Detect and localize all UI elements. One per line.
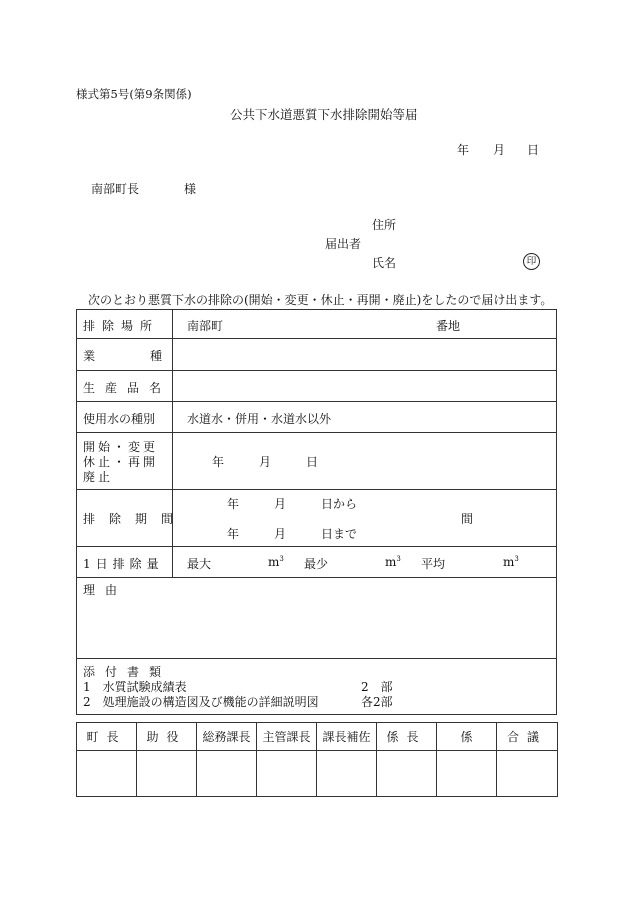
approval-stamp-cell[interactable] [497, 751, 558, 797]
date-year: 年 [457, 143, 470, 157]
industry-value[interactable] [173, 339, 557, 371]
daily-max-label: 最大 [187, 557, 212, 571]
row-location [77, 310, 557, 339]
period-from-day: 日から [321, 497, 358, 511]
approval-stamp-cell[interactable] [77, 751, 137, 797]
reason-label: 理由 [83, 583, 128, 597]
water-type-value: 水道水・併用・水道水以外 [187, 412, 332, 426]
period-from-year: 年 [227, 497, 240, 511]
location-label: 排除場所 [83, 319, 160, 333]
period-duration: 間 [461, 512, 474, 526]
status-year: 年 [212, 455, 225, 469]
approval-header: 町長 [77, 723, 137, 751]
product-label: 生産品名 [83, 381, 172, 395]
approval-stamp-cell[interactable] [377, 751, 437, 797]
form-number: 様式第5号(第9条関係) [76, 87, 192, 101]
daily-avg-unit: $m^3$ [503, 555, 519, 569]
row-daily-volume [77, 547, 557, 578]
water-type-label: 使用水の種別 [83, 412, 156, 426]
approval-stamp-cell[interactable] [257, 751, 317, 797]
daily-avg-label: 平均 [421, 557, 446, 571]
period-to-month: 月 [274, 527, 287, 541]
approval-header: 係 [437, 723, 497, 751]
addressee-name: 南部町長 [91, 182, 140, 196]
row-industry [77, 339, 557, 371]
location-town: 南部町 [187, 319, 224, 333]
approval-stamp-cell[interactable] [437, 751, 497, 797]
seal-mark: 印 [523, 253, 540, 270]
applicant-label: 届出者 [325, 237, 362, 251]
row-period [77, 490, 557, 547]
attachment-item-2: 2 処理施設の構造図及び機能の詳細説明図 [83, 695, 319, 709]
approval-header: 合議 [497, 723, 558, 751]
location-lot: 番地 [436, 319, 461, 333]
date-month: 月 [493, 143, 506, 157]
date-day: 日 [527, 143, 540, 157]
approval-stamp-cell[interactable] [137, 751, 197, 797]
period-to-year: 年 [227, 527, 240, 541]
attachment-item-1-qty: 2 部 [361, 680, 393, 694]
attachments-label: 添付書類 [83, 665, 172, 679]
intro-text: 次のとおり悪質下水の排除の(開始・変更・休止・再開・廃止)をしたので届け出ます。 [88, 293, 553, 307]
approval-header: 課長補佐 [317, 723, 377, 751]
daily-label: 1日排除量 [83, 557, 164, 571]
status-day: 日 [306, 455, 319, 469]
period-to-day: 日まで [321, 527, 358, 541]
row-reason [77, 578, 557, 659]
address-label: 住所 [372, 218, 397, 232]
attachment-item-1: 1 水質試験成績表 [83, 680, 187, 694]
addressee-honorific: 様 [184, 182, 197, 196]
attachment-item-2-qty: 各2部 [361, 695, 393, 709]
approval-header-row [77, 723, 558, 751]
status-label-line1: 開始・変更 [83, 440, 159, 454]
approval-header: 助役 [137, 723, 197, 751]
status-label-line2: 休止・再開 [83, 455, 159, 469]
period-from-month: 月 [274, 497, 287, 511]
approval-header: 係長 [377, 723, 437, 751]
approval-stamp-cell[interactable] [197, 751, 257, 797]
daily-min-label: 最少 [304, 557, 329, 571]
document-title: 公共下水道悪質下水排除開始等届 [230, 107, 418, 122]
daily-min-unit: $m^3$ [385, 555, 401, 569]
status-label-line3: 廃止 [83, 470, 114, 484]
period-label: 排除期間 [83, 512, 188, 526]
row-water-type [77, 402, 557, 433]
industry-label: 業種 [83, 349, 218, 363]
product-value[interactable] [173, 371, 557, 402]
approval-stamp-row [77, 751, 558, 797]
row-status [77, 433, 557, 490]
row-product [77, 371, 557, 402]
daily-max-unit: $m^3$ [268, 555, 284, 569]
name-label: 氏名 [372, 256, 397, 270]
status-month: 月 [259, 455, 272, 469]
approval-header: 総務課長 [197, 723, 257, 751]
approval-table [76, 722, 558, 797]
approval-header: 主管課長 [257, 723, 317, 751]
approval-stamp-cell[interactable] [317, 751, 377, 797]
notification-table [76, 309, 557, 715]
row-attachments [77, 659, 557, 715]
